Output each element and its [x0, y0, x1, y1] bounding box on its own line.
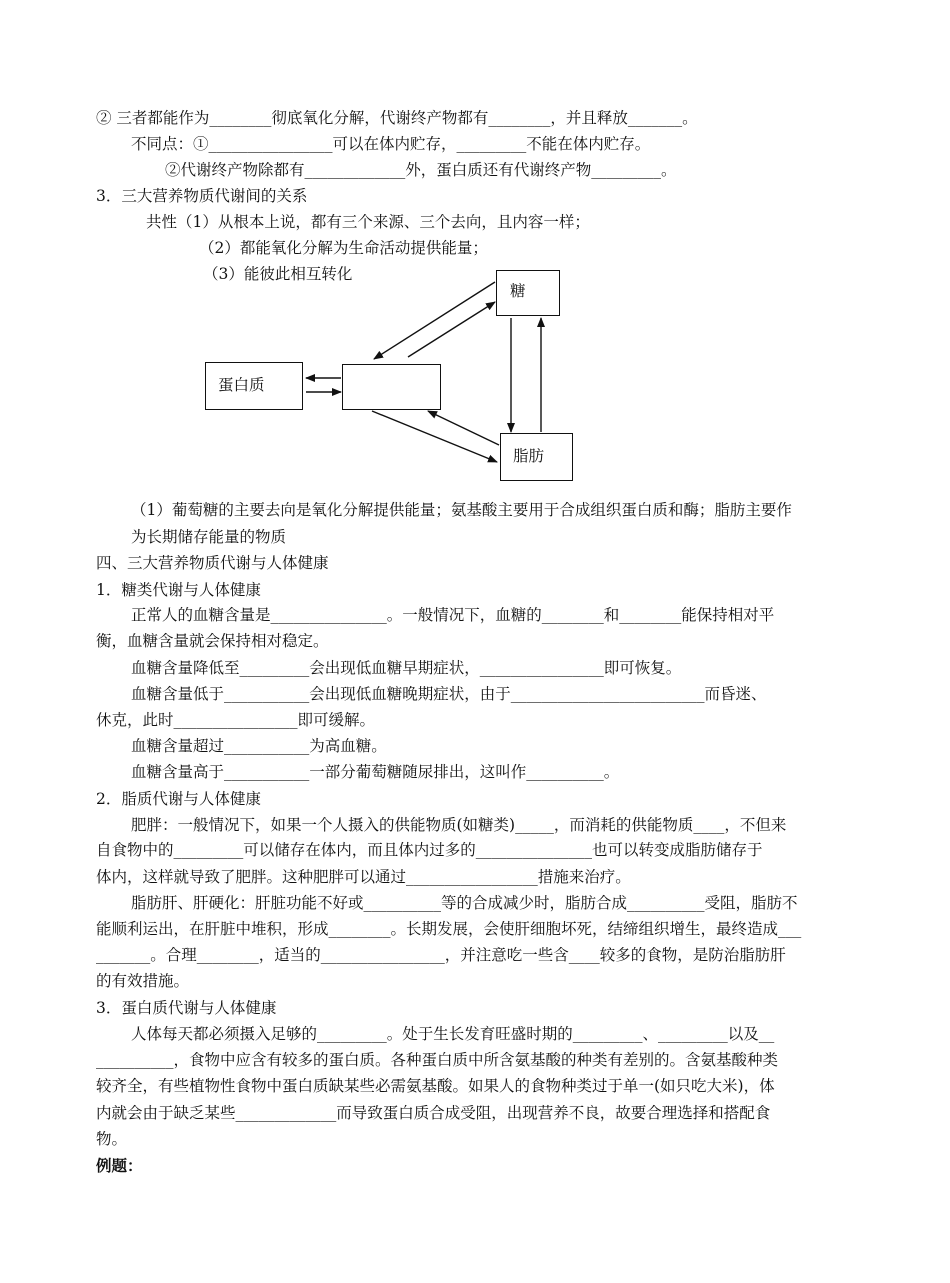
text-line: 人体每天都必须摄入足够的_________。处于生长发育旺盛时期的_________、_________以及__: [131, 1025, 775, 1043]
text-line: 脂肪肝、肝硬化：肝脏功能不好或__________等的合成减少时，脂肪合成__________受阻，脂肪不: [131, 894, 798, 912]
text-line: （3）能彼此相互转化: [203, 265, 353, 283]
text-line: 自食物中的_________可以储存在体内，而且体内过多的_______________也可以转变成脂肪储存于: [96, 841, 763, 859]
text-line: 体内，这样就导致了肥胖。这种肥胖可以通过_________________措施来治疗。: [96, 868, 631, 886]
text-line: 的有效措施。: [96, 972, 190, 990]
fat-label: 脂肪: [513, 447, 545, 465]
protein-label: 蛋白质: [218, 376, 265, 394]
text-line: 内就会由于缺乏某些_____________而导致蛋白质合成受阻，出现营养不良，故要合理选择和搭配食: [96, 1104, 771, 1122]
text-line: 衡，血糖含量就会保持相对稳定。: [96, 632, 329, 650]
text-line: （1）葡萄糖的主要去向是氧化分解提供能量；氨基酸主要用于合成组织蛋白质和酶；脂肪主要作: [131, 501, 792, 519]
arrow-fat-to-center: [428, 411, 499, 445]
section-heading: 3．三大营养物质代谢间的关系: [96, 187, 308, 205]
text-line: 能顺利运出，在肝脏中堆积，形成________。长期发展，会使肝细胞坏死，结缔组织增生，最终造成___: [96, 920, 802, 938]
text-line: 不同点：①________________可以在体内贮存，_________不能在体内贮存。: [131, 135, 651, 153]
subsection-heading: 2．脂质代谢与人体健康: [96, 790, 261, 808]
text-line: （2）都能氧化分解为生命活动提供能量；: [199, 239, 488, 257]
text-line: ②代谢终产物除都有_____________外，蛋白质还有代谢终产物_________。: [165, 161, 677, 179]
text-line: 共性（1）从根本上说，都有三个来源、三个去向，且内容一样；: [146, 213, 590, 231]
subsection-heading: 1．糖类代谢与人体健康: [96, 581, 261, 599]
section-heading: 四、三大营养物质代谢与人体健康: [96, 554, 329, 572]
text-line: 血糖含量高于___________一部分葡萄糖随尿排出，这叫作__________。: [131, 763, 620, 781]
text-line: 血糖含量降低至_________会出现低血糖早期症状，________________即可恢复。: [131, 659, 682, 677]
example-heading: 例题：: [96, 1156, 143, 1175]
text-line: _______。合理________，适当的________________，并注意吃一些含____较多的食物，是防治脂肪肝: [96, 946, 786, 964]
text-line: 休克，此时________________即可缓解。: [96, 711, 376, 729]
text-line: 肥胖：一般情况下，如果一个人摄入的供能物质(如糖类)_____，而消耗的供能物质____，不但来: [131, 816, 787, 834]
text-line: 物。: [96, 1130, 128, 1148]
text-line: 血糖含量超过___________为高血糖。: [131, 737, 387, 755]
text-line: 为长期储存能量的物质: [131, 528, 287, 546]
text-line: 正常人的血糖含量是_______________。一般情况下，血糖的________和________能保持相对平: [131, 606, 775, 624]
arrow-center-to-fat: [372, 411, 497, 462]
text-line: 血糖含量低于___________会出现低血糖晚期症状，由于_________________________而昏迷、: [131, 685, 767, 703]
arrow-sugar-to-center: [374, 282, 495, 359]
text-line: __________，食物中应含有较多的蛋白质。各种蛋白质中所含氨基酸的种类有差别的。含氨基酸种类: [96, 1051, 779, 1069]
sugar-label: 糖: [510, 282, 526, 300]
text-line: 较齐全，有些植物性食物中蛋白质缺某些必需氨基酸。如果人的食物种类过于单一(如只吃大米)，体: [96, 1077, 775, 1095]
text-line: ② 三者都能作为________彻底氧化分解，代谢终产物都有________，并且释放_______。: [96, 109, 698, 127]
subsection-heading: 3．蛋白质代谢与人体健康: [96, 999, 277, 1017]
